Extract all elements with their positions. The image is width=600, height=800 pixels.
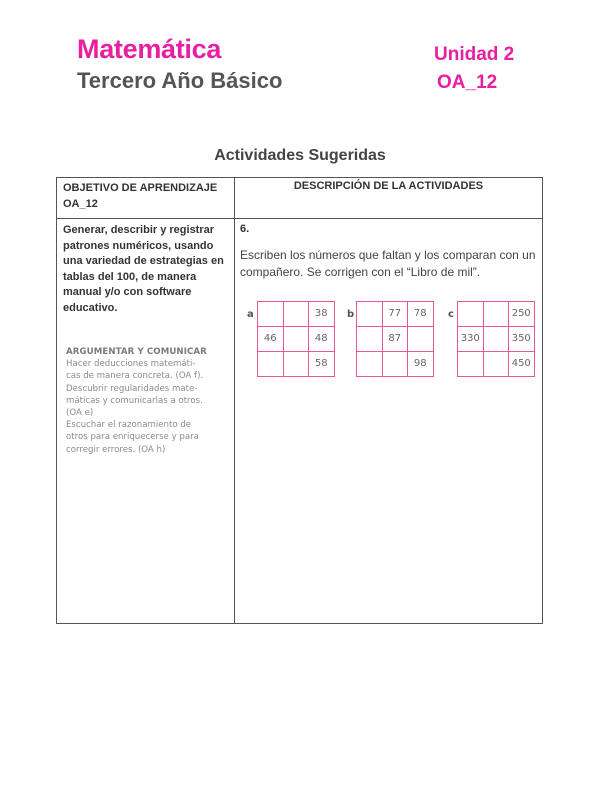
skills-line: Hacer deducciones matemáti- xyxy=(66,359,196,370)
grade-title: Tercero Año Básico xyxy=(77,68,283,93)
grid-cell xyxy=(408,327,434,352)
grid-cell: 38 xyxy=(309,302,335,327)
grid-cell xyxy=(284,302,310,327)
unit-label: Unidad 2 xyxy=(434,44,515,65)
grid-cell: 58 xyxy=(309,352,335,377)
skills-line: otros para enriquecerse y para xyxy=(66,432,199,443)
grid-cell: 330 xyxy=(458,327,484,352)
skills-line: cas de manera concreta. (OA f). xyxy=(66,371,204,382)
number-grid-b xyxy=(356,301,434,377)
grid-cell: 98 xyxy=(408,352,434,377)
number-grid-c xyxy=(457,301,535,377)
table-divider-vertical xyxy=(234,178,235,623)
skills-block xyxy=(66,346,231,456)
skills-line: máticas y comunicarlas a otros. xyxy=(66,395,203,406)
objective-text: Generar, describir y registrar patrones numéricos, usando una variedad de estrategias en tablas del 100, de manera manual y/o con software educativo. xyxy=(63,224,224,314)
activities-table xyxy=(56,177,543,624)
oa-label: OA_12 xyxy=(437,72,498,93)
skills-line: Descubrir regularidades mate- xyxy=(66,383,198,394)
grid-cell xyxy=(484,302,510,327)
activity-number: 6. xyxy=(240,223,250,235)
grid-cell xyxy=(258,302,284,327)
skills-line: Escuchar el razonamiento de xyxy=(66,420,192,431)
grid-cell: 78 xyxy=(408,302,434,327)
grid-letter-b: b xyxy=(347,309,355,320)
grid-letter-a: a xyxy=(247,309,254,320)
grid-cell xyxy=(357,302,383,327)
activity-text: Escriben los números que faltan y los comparan con un compañero. Se corrigen con el “Libro de mil”. xyxy=(240,248,536,279)
grid-cell xyxy=(383,352,409,377)
table-divider-horizontal xyxy=(57,218,542,219)
number-grid-a xyxy=(257,301,335,377)
subject-title: Matemática xyxy=(77,34,222,64)
grid-cell: 48 xyxy=(309,327,335,352)
grid-cell: 77 xyxy=(383,302,409,327)
section-title: Actividades Sugeridas xyxy=(214,147,386,164)
grid-cell xyxy=(258,352,284,377)
grid-cell: 250 xyxy=(509,302,535,327)
grid-cell xyxy=(484,352,510,377)
grid-cell: 350 xyxy=(509,327,535,352)
grid-cell xyxy=(284,327,310,352)
grid-cell: 450 xyxy=(509,352,535,377)
skills-heading: ARGUMENTAR Y COMUNICAR xyxy=(66,347,207,357)
grid-cell xyxy=(284,352,310,377)
grid-cell xyxy=(458,302,484,327)
header-objective: OBJETIVO DE APRENDIZAJE OA_12 xyxy=(63,182,218,210)
grid-letter-c: c xyxy=(448,309,454,320)
grid-cell xyxy=(484,327,510,352)
skills-line: (OA e) xyxy=(66,408,94,419)
grid-cell: 87 xyxy=(383,327,409,352)
grid-cell xyxy=(458,352,484,377)
skills-line: corregir errores. (OA h) xyxy=(66,444,166,455)
grid-cell xyxy=(357,327,383,352)
header-description: DESCRIPCIÓN DE LA ACTIVIDADES xyxy=(293,180,484,192)
grid-cell xyxy=(357,352,383,377)
grid-cell: 46 xyxy=(258,327,284,352)
